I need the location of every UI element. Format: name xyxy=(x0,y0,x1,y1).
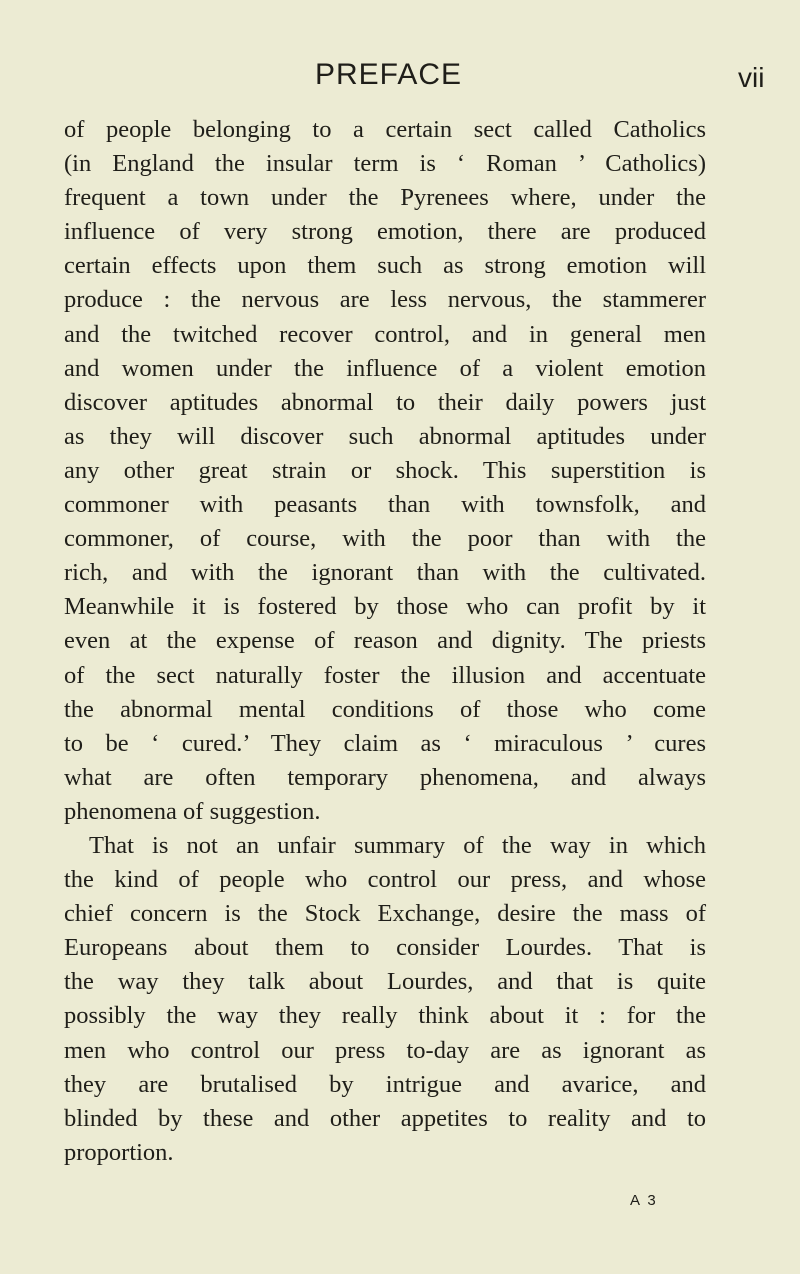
text-line: even at the expense of reason and dignity. The priests xyxy=(64,627,706,655)
text-line: produce : the nervous are less nervous, the stammerer xyxy=(64,286,706,314)
page-number: vii xyxy=(738,62,765,93)
text-line: they are brutalised by intrigue and avarice, and xyxy=(64,1070,706,1098)
text-line: That is not an unfair summary of the way in which xyxy=(89,831,706,859)
text-line: Europeans about them to consider Lourdes. That is xyxy=(64,934,706,962)
text-line: certain effects upon them such as strong emotion will xyxy=(64,252,706,280)
signature-mark: A 3 xyxy=(630,1192,658,1209)
body-text xyxy=(64,113,706,1170)
text-line: the kind of people who control our press, and whose xyxy=(64,866,706,894)
text-line: influence of very strong emotion, there are produced xyxy=(64,218,706,246)
running-head xyxy=(0,58,800,98)
text-line: what are often temporary phenomena, and always xyxy=(64,763,706,791)
page-title: PREFACE xyxy=(315,58,463,91)
text-line: commoner with peasants than with townsfolk, and xyxy=(64,491,706,519)
text-line: to be ‘ cured.’ They claim as ‘ miraculous ’ cures xyxy=(64,729,706,757)
text-line: of the sect naturally foster the illusion and accentuate xyxy=(64,661,706,689)
text-line: Meanwhile it is fostered by those who can profit by it xyxy=(64,593,706,621)
paragraph-1 xyxy=(64,113,706,829)
text-line: blinded by these and other appetites to reality and to xyxy=(64,1104,706,1132)
paragraph-2 xyxy=(64,829,706,1170)
text-line: phenomena of suggestion. xyxy=(64,797,321,825)
text-line: the abnormal mental conditions of those who come xyxy=(64,695,706,723)
text-line: and the twitched recover control, and in general men xyxy=(64,320,706,348)
text-line: (in England the insular term is ‘ Roman ’ Catholics) xyxy=(64,150,706,178)
text-line: men who control our press to-day are as ignorant as xyxy=(64,1036,706,1064)
text-line: any other great strain or shock. This superstition is xyxy=(64,456,706,484)
text-line: rich, and with the ignorant than with the cultivated. xyxy=(64,559,706,587)
text-line: as they will discover such abnormal aptitudes under xyxy=(64,422,706,450)
text-line: commoner, of course, with the poor than with the xyxy=(64,525,706,553)
text-line: and women under the influence of a violent emotion xyxy=(64,354,706,382)
text-line: possibly the way they really think about it : for the xyxy=(64,1002,706,1030)
text-line: discover aptitudes abnormal to their daily powers just xyxy=(64,388,706,416)
text-line: chief concern is the Stock Exchange, desire the mass of xyxy=(64,900,706,928)
text-line: frequent a town under the Pyrenees where, under the xyxy=(64,184,706,212)
text-line: of people belonging to a certain sect called Catholics xyxy=(64,116,706,143)
text-line: proportion. xyxy=(64,1138,174,1166)
text-line: the way they talk about Lourdes, and that is quite xyxy=(64,968,706,996)
